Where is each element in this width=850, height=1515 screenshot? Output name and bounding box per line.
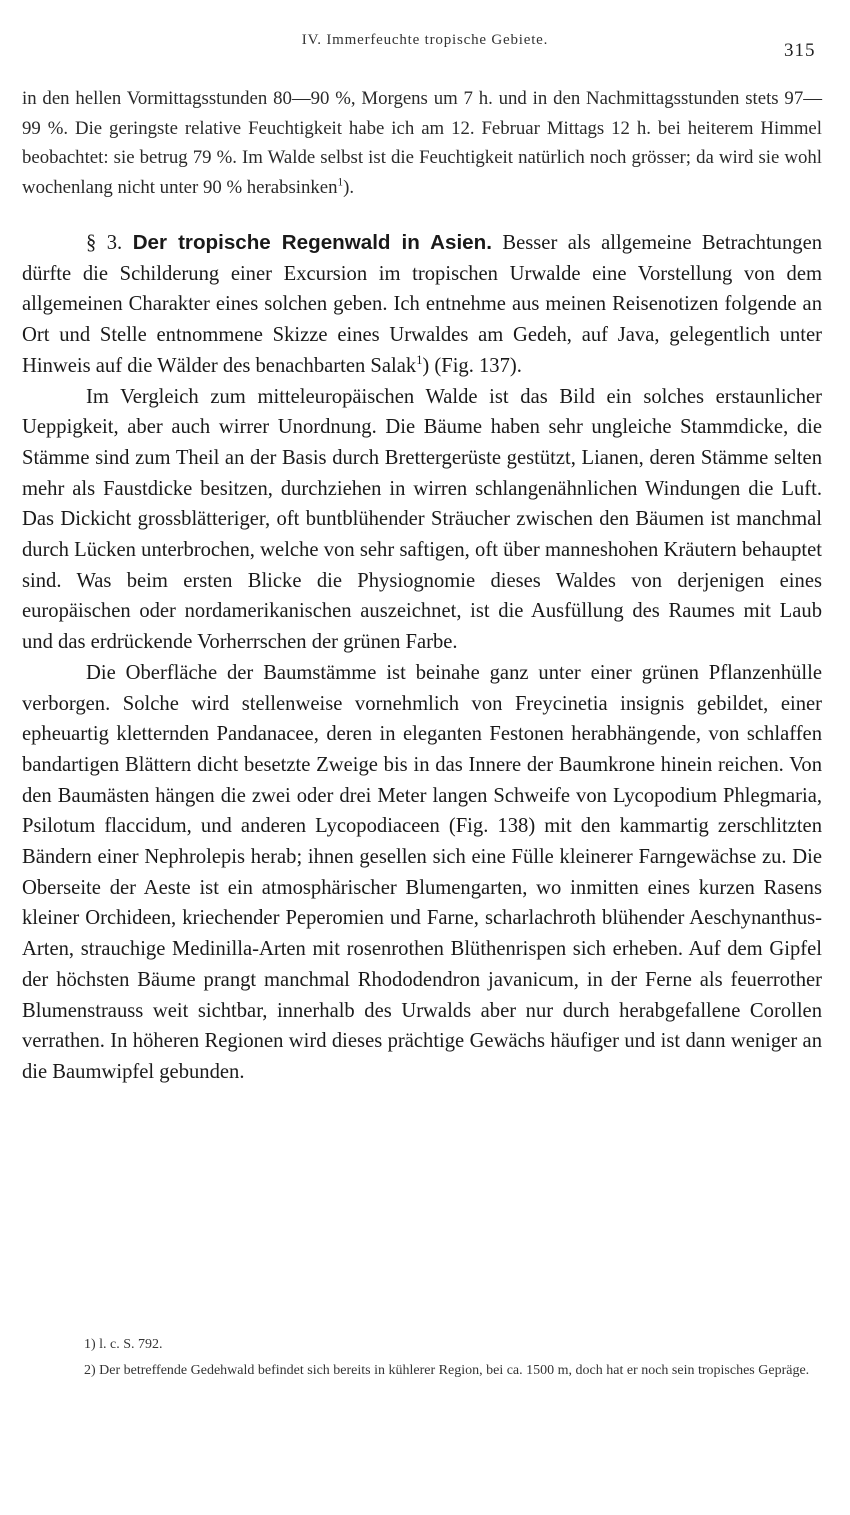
footnote-text: Der betreffende Gedehwald befindet sich bereits in kühlerer Region, bei ca. 1500 m, doch hat er noch sein tropisches Gepräge. <box>99 1362 810 1378</box>
section-heading: Der tropische Regenwald in Asien. <box>132 231 492 254</box>
footnote-ref-1[interactable]: 1 <box>337 176 344 189</box>
footnote-2 <box>22 1358 822 1384</box>
page-number: 315 <box>784 40 816 61</box>
continuation-paragraph <box>22 84 822 202</box>
main-text <box>22 228 822 1088</box>
section-mark: § 3. <box>86 232 123 254</box>
section-text: Besser als allgemeine Betrachtungen dürfte die Schilderung einer Excursion im tropischen Urwalde eine Vorstellung von dem allgemeinen Charakter eines solchen geben. Ich entnehme aus meinen Reisenotizen folgende an Ort und Stelle entnommene Skizze eines Urwaldes am Gedeh, auf Java, gelegentlich unter Hinweis auf die Wälder des benachbarten Salak <box>22 232 823 377</box>
paragraph-2: Im Vergleich zum mitteleuropäischen Walde ist das Bild ein solches erstaunlicher Ueppigkeit, aber auch wirrer Unordnung. Die Bäume haben sehr ungleiche Stammdicke, die Stämme sind zum Theil an der Basis durch Brettergerüste gestützt, Lianen, deren Stämme selten mehr als Faustdicke besitzen, durchziehen in wirren schlangenähnlichen Windungen die Luft. Das Dickicht grossblätteriger, oft buntblühender Sträucher zwischen den Bäumen ist manchmal durch Lücken unterbrochen, welche von sehr saftigen, oft über manneshohen Kräutern behauptet sind. Was beim ersten Blicke die Physiognomie dieses Waldes von derjenigen eines europäischen oder nordamerikanischen auszeichnet, ist die Ausfüllung des Raumes mit Laub und das erdrückende Vorherrschen der grünen Farbe. <box>22 385 822 654</box>
continuation-end: ). <box>343 176 355 198</box>
footnote-mark: 1) <box>84 1337 96 1352</box>
running-head: IV. Immerfeuchte tropische Gebiete. <box>301 32 549 48</box>
section-paragraph <box>22 228 822 382</box>
footnote-text: l. c. S. 792. <box>99 1337 163 1352</box>
footnotes <box>22 1332 822 1383</box>
section-text-end: ) (Fig. 137). <box>422 354 522 377</box>
paragraph-3: Die Oberfläche der Baumstämme ist beinahe ganz unter einer grünen Pflanzenhülle verborgen. Solche wird stellenweise vornehmlich von Freycinetia insignis gebildet, einer epheuartig kletternden Pandanacee, deren in eleganten Festonen herabhängende, von schlaffen bandartigen Blättern dicht besetzte Zweige bis in das Innere der Baumkrone hinein reichen. Von den Baumästen hängen die zwei oder drei Meter langen Schweife von Lycopodium Phlegmaria, Psilotum flaccidum, und anderen Lycopodiaceen (Fig. 138) mit den kammartig zerschlitzten Bändern einer Nephrolepis herab; ihnen gesellen sich eine Fülle kleinerer Farngewächse zu. Die Oberseite der Aeste ist ein atmosphärischer Blumengarten, wo inmitten eines kurzen Rasens kleiner Orchideen, kriechender Peperomien und Farne, scharlachroth blühender Aeschynanthus-Arten, strauchige Medinilla-Arten mit rosenrothen Blüthenrispen sich erheben. Auf dem Gipfel der höchsten Bäume prangt manchmal Rhododendron javanicum, in der Ferne als feuerrother Blumenstrauss weit sichtbar, innerhalb des Urwalds aber nur durch herabgefallene Corollen verrathen. In höheren Regionen wird dieses prächtige Gewächs häufiger und ist dann weniger an die Baumwipfel gebunden. <box>22 661 822 1083</box>
footnote-ref-2[interactable]: 1 <box>416 352 423 367</box>
footnote-1 <box>22 1332 822 1358</box>
continuation-text: in den hellen Vormittagsstunden 80—90 %, Morgens um 7 h. und in den Nachmittagsstunden stets 97—99 %. Die geringste relative Feuchtigkeit habe ich am 12. Februar Mittags 12 h. bei heiterem Himmel beobachtet: sie betrug 79 %. Im Walde selbst ist die Feuchtigkeit natürlich noch grösser; da wird sie wohl wochenlang nicht unter 90 % herabsinken <box>22 88 822 198</box>
footnote-mark: 2) <box>84 1362 96 1378</box>
